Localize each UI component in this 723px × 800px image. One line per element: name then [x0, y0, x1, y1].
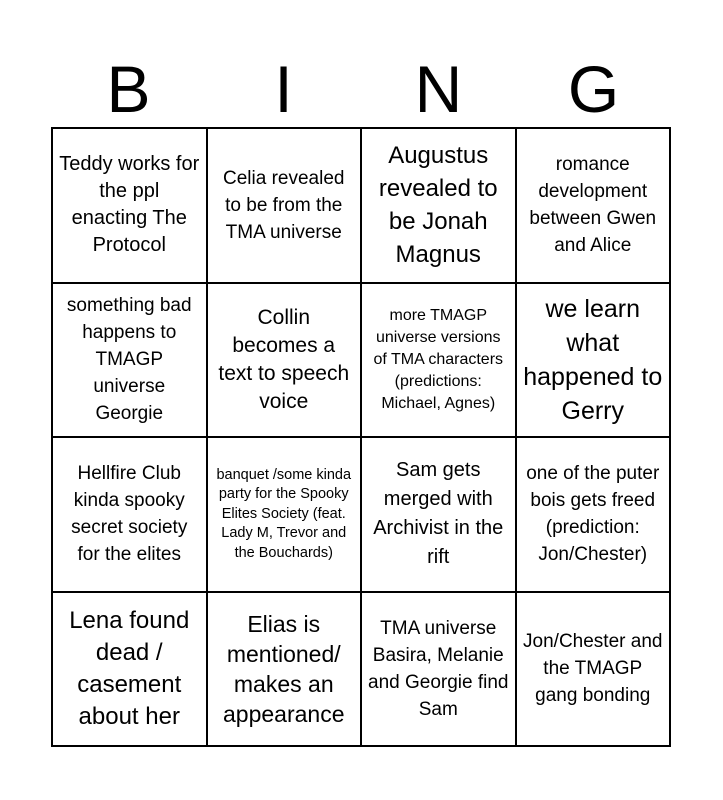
- title-letter-i: I: [274, 52, 293, 126]
- bingo-cell[interactable]: [53, 284, 208, 439]
- cell-text: Lena found dead / casement about her: [69, 606, 190, 730]
- cell-text: more TMAGP universe versions of TMA characters (predictions: Michael, Agnes): [373, 306, 504, 412]
- bingo-cell[interactable]: [53, 438, 208, 593]
- cell-text: we learn what happened to Gerry: [523, 294, 663, 425]
- title-letter-b: B: [106, 52, 151, 126]
- bingo-cell[interactable]: [362, 129, 517, 284]
- bingo-cell[interactable]: [517, 129, 672, 284]
- bingo-title: [51, 52, 671, 126]
- bingo-cell[interactable]: [362, 593, 517, 748]
- cell-text: Elias is mentioned/ makes an appearance: [223, 610, 345, 727]
- cell-text: romance development between Gwen and Alice: [529, 154, 657, 257]
- title-letter-n: N: [414, 52, 463, 126]
- title-letter-g: G: [567, 52, 620, 126]
- cell-text: Jon/Chester and the TMAGP gang bonding: [523, 631, 663, 707]
- bingo-cell[interactable]: [53, 593, 208, 748]
- cell-text: Teddy works for the ppl enacting The Protocol: [59, 153, 200, 257]
- cell-text: Augustus revealed to be Jonah Magnus: [378, 142, 498, 269]
- bingo-cell[interactable]: [208, 593, 363, 748]
- cell-text: one of the puter bois gets freed (prediction: Jon/Chester): [526, 463, 660, 566]
- cell-text: banquet /some kinda party for the Spooky Elites Society (feat. Lady M, Trevor and the Bouchards): [216, 466, 352, 561]
- bingo-cell[interactable]: [208, 284, 363, 439]
- bingo-cell[interactable]: [208, 129, 363, 284]
- bingo-cell[interactable]: [517, 438, 672, 593]
- bingo-cell[interactable]: [208, 438, 363, 593]
- bingo-cell[interactable]: [362, 284, 517, 439]
- cell-text: Celia revealed to be from the TMA universe: [223, 167, 345, 243]
- cell-text: TMA universe Basira, Melanie and Georgie find Sam: [368, 617, 509, 720]
- cell-text: something bad happens to TMAGP universe Georgie: [66, 295, 192, 425]
- bingo-cell[interactable]: [362, 438, 517, 593]
- bingo-cell[interactable]: [517, 284, 672, 439]
- cell-text: Collin becomes a text to speech voice: [218, 305, 350, 413]
- cell-text: Sam gets merged with Archivist in the rift: [373, 459, 504, 569]
- bingo-cell[interactable]: [517, 593, 672, 748]
- cell-text: Hellfire Club kinda spooky secret society for the elites: [71, 463, 188, 566]
- bingo-grid: [51, 127, 671, 747]
- bingo-cell[interactable]: [53, 129, 208, 284]
